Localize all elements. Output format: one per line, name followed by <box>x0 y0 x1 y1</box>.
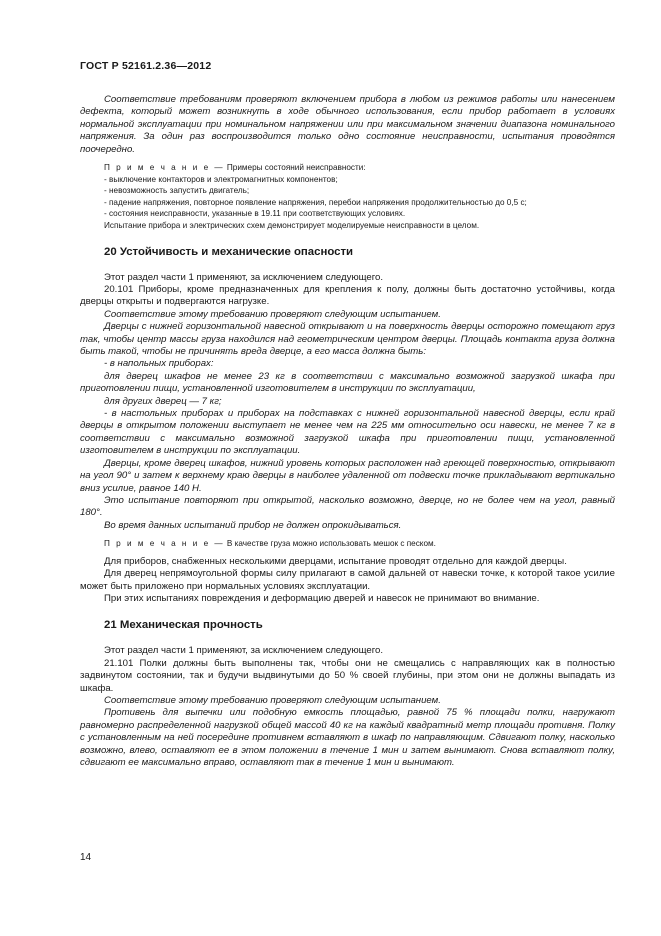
paragraph: Дверцы, кроме дверец шкафов, нижний уровень которых расположен над греющей поверхностью, открывают на угол 90° и затем к верхнему краю дверцы в наиболее удаленной от подвески точке прикладывают вертикально вниз усилие, равное 140 Н. <box>80 457 615 494</box>
paragraph: Во время данных испытаний прибор не должен опрокидываться. <box>104 519 402 531</box>
compliance-paragraph: Соответствие требованиям проверяют включением прибора в любом из режимов работы или нанесением дефекта, который может возникнуть в ходе обычного использования, если прибор работает в условиях нормальной эксплуатации при номинальном напряжении или при максимальном значении диапазона номинального напряжения. За один раз воспроизводится только одно состояние неисправности, испытания проводятся поочередно. <box>80 94 615 155</box>
note-label: П р и м е ч а н и е — <box>104 163 225 173</box>
document-header: ГОСТ Р 52161.2.36—2012 <box>80 60 212 72</box>
paragraph: 20.101 Приборы, кроме предназначенных для крепления к полу, должны быть достаточно устойчивы, когда дверцы открыты и подвергаются нагрузке. <box>80 284 615 308</box>
note-item: - выключение контакторов и электромагнитных компонентов; <box>104 174 338 184</box>
section-21-heading: 21 Механическая прочность <box>104 619 263 632</box>
document-page <box>80 60 615 769</box>
paragraph: Этот раздел части 1 применяют, за исключением следующего. <box>104 271 384 283</box>
note-item: - падение напряжения, повторное появление напряжения, перебои напряжения продолжительностью до 0,5 с; <box>104 197 527 207</box>
paragraph: Соответствие этому требованию проверяют следующим испытанием. <box>104 694 441 706</box>
paragraph: - в настольных приборах и приборах на подставках с нижней горизонтальной навесной дверцы, если край дверцы в открытом положении выступает не менее чем на 225 мм относительно оси навески, не менее 7 кг в соответствии с максимально возможной загрузкой шкафа при приготовлении пищи, установленной изготовителем в инструкции по эксплуатации. <box>80 408 615 457</box>
section-20-heading: 20 Устойчивость и механические опасности <box>104 245 354 258</box>
note-title <box>80 162 615 174</box>
paragraph: для других дверец — 7 кг; <box>104 395 222 407</box>
paragraph: Это испытание повторяют при открытой, насколько возможно, дверце, но не более чем на угол, равный 180°. <box>80 494 615 519</box>
paragraph: При этих испытаниях повреждения и деформацию дверей и навесок не принимают во внимание. <box>104 592 540 604</box>
paragraph: Для приборов, снабженных несколькими дверцами, испытание проводят отдельно для каждой дверцы. <box>104 555 567 567</box>
paragraph: - в напольных приборах: <box>104 358 214 370</box>
paragraph: Противень для выпечки или подобную емкость площадью, равной 75 % площади полки, нагружают равномерно распределенной нагрузкой общей массой 40 кг на каждый квадратный метр площади противня. Полку с установленным на ней посередине противнем вставляют в шкаф по направляющим. Сдвигают полку, насколько возможно, влево, оставляют ее в этом положении в течение 1 мин и затем вынимают. Снова вставляют полку, сдвигают ее максимально вправо, оставляют так в течение 1 мин и вынимают. <box>80 707 615 768</box>
paragraph: Соответствие этому требованию проверяют следующим испытанием. <box>104 308 441 320</box>
page-number: 14 <box>80 852 92 863</box>
note-title-text: Примеры состояний неисправности: <box>224 163 366 173</box>
paragraph: 21.101 Полки должны быть выполнены так, чтобы они не смещались с направляющих как в полностью задвинутом состоянии, так и будучи выдвинутыми до 50 % своей глубины, при этом они не должны выпадать из шкафа. <box>80 657 615 694</box>
paragraph: Для дверец непрямоугольной формы силу прилагают в самой дальней от навески точке, к которой такое усилие может быть приложено при нормальных условиях эксплуатации. <box>80 568 615 592</box>
paragraph: для дверец шкафов не менее 23 кг в соответствии с максимально возможной загрузкой шкафа при приготовлении пищи, установленной изготовителем в инструкции по эксплуатации, <box>80 370 615 395</box>
note-item: - невозможность запустить двигатель; <box>104 186 250 196</box>
note-text: В качестве груза можно использовать мешок с песком. <box>224 539 436 549</box>
note-item: - состояния неисправности, указанные в 19.11 при соответствующих условиях. <box>104 209 406 219</box>
note-label: П р и м е ч а н и е — <box>104 539 225 549</box>
paragraph: Этот раздел части 1 применяют, за исключением следующего. <box>104 645 384 657</box>
note <box>80 538 615 550</box>
paragraph: Дверцы с нижней горизонтальной навесной открывают и на поверхность дверцы осторожно помещают груз так, чтобы центр массы груза находился над геометрическим центром дверцы. Площадь контакта груза должна быть такой, чтобы не причинять вреда дверце, а его масса должна быть: <box>80 321 615 358</box>
note-item: Испытание прибора и электрических схем демонстрирует моделируемые неисправности в целом. <box>104 221 480 230</box>
